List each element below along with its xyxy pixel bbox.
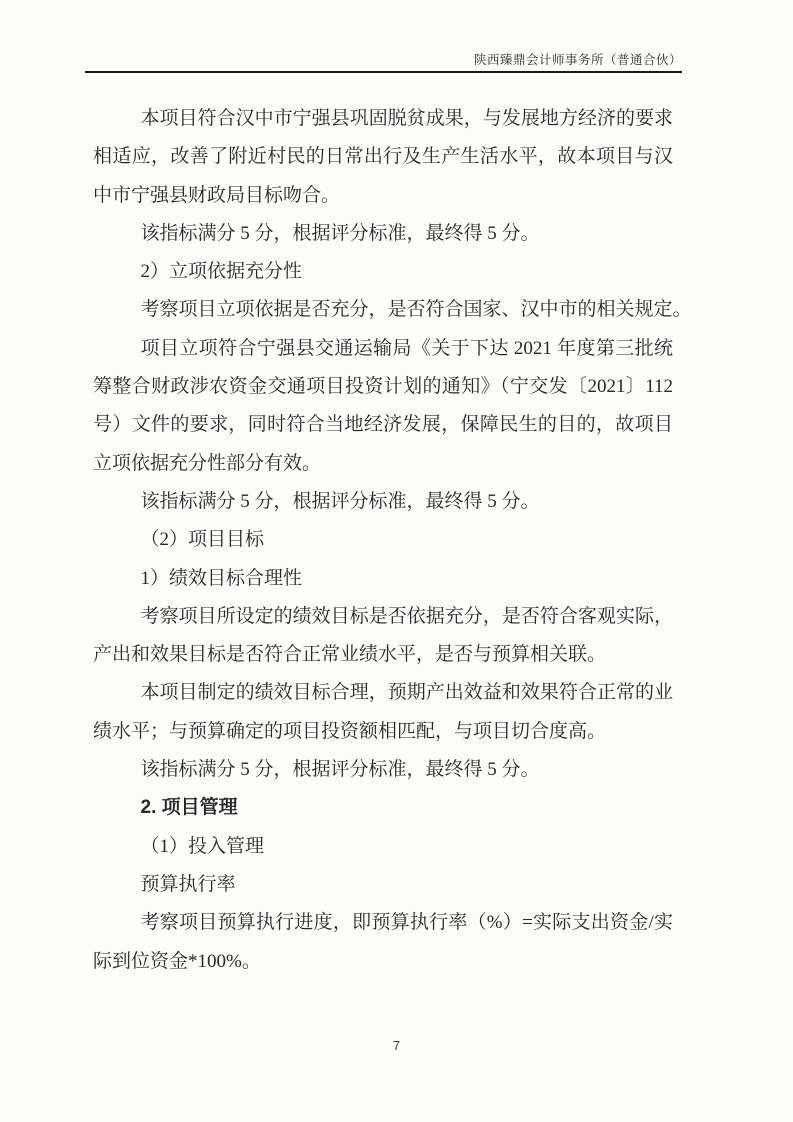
paragraph-score: 该指标满分 5 分，根据评分标准，最终得 5 分。 [140,759,540,781]
paragraph: 考察项目所设定的绩效目标是否依据充分，是否符合客观实际，产出和效果目标是否符合正常业绩水平，是否与预算相关联。 [93,605,673,666]
page-header [85,50,682,73]
page-number: 7 [392,1038,401,1053]
heading-project-management: 2. 项目管理 [140,797,238,819]
firm-name: 陕西臻鼎会计师事务所（普通合伙） [473,53,682,67]
paragraph-score: 该指标满分 5 分，根据评分标准，最终得 5 分。 [140,490,540,512]
paragraph-score: 该指标满分 5 分，根据评分标准，最终得 5 分。 [140,222,540,244]
page-footer [0,1038,793,1053]
subheading-budget-execution: 预算执行率 [140,873,236,895]
paragraph: 本项目制定的绩效目标合理，预期产出效益和效果符合正常的业绩水平；与预算确定的项目投资额相匹配，与项目切合度高。 [93,682,673,742]
subheading-goal-rationality: 1）绩效目标合理性 [140,567,303,589]
subheading-input-management: （1）投入管理 [140,835,265,857]
subheading-lixiang-yiju: 2）立项依据充分性 [140,261,303,283]
paragraph: 考察项目立项依据是否充分，是否符合国家、汉中市的相关规定。 [140,299,692,321]
subheading-project-goal: （2）项目目标 [140,529,265,551]
document-body [93,100,692,981]
paragraph: 项目立项符合宁强县交通运输局《关于下达 2021 年度第三批统筹整合财政涉农资金交通项目投资计划的通知》（宁交发〔2021〕112号）文件的要求，同时符合当地经济发展，保障民生的目的，故项目立项依据充分性部分有效。 [93,337,673,474]
paragraph: 本项目符合汉中市宁强县巩固脱贫成果，与发展地方经济的要求相适应，改善了附近村民的日常出行及生产生活水平，故本项目与汉中市宁强县财政局目标吻合。 [93,108,673,206]
paragraph: 考察项目预算执行进度，即预算执行率（%）=实际支出资金/实际到位资金*100%。 [93,912,673,972]
